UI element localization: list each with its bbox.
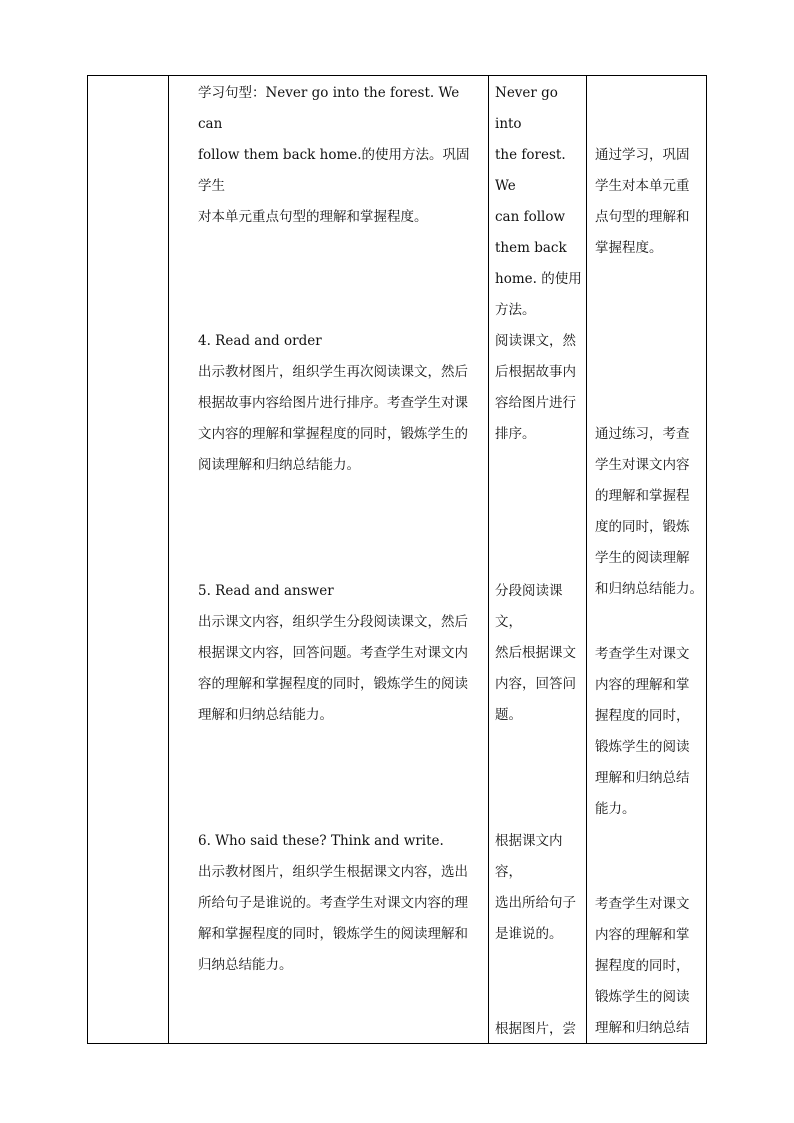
column-divider-2 <box>488 76 489 1043</box>
student-activity-try: 根据图片，尝 <box>495 1021 576 1037</box>
intent-write: 考查学生对课文 内容的理解和掌 握程度的同时， 锻炼学生的阅读 理解和归纳总结 <box>595 896 690 1036</box>
activity-4-body: 出示教材图片，组织学生再次阅读课文，然后 根据故事内容给图片进行排序。考查学生对课 文内容的理解和掌握程度的同时，锻炼学生的 阅读理解和归纳总结能力。 <box>198 364 468 473</box>
student-activity-answer: 分段阅读课文， 然后根据课文 内容，回答问 题。 <box>495 583 576 723</box>
student-activity-sentence: Never go into the forest. We can follow them back home. 的使用 方法。 <box>495 85 582 318</box>
column-divider-1 <box>168 76 169 1043</box>
student-activity-order: 阅读课文，然 后根据故事内 容给图片进行 排序。 <box>495 333 576 442</box>
intent-sentence: 通过学习，巩固 学生对本单元重 点句型的理解和 掌握程度。 <box>595 147 690 256</box>
intent-answer: 考查学生对课文 内容的理解和掌 握程度的同时， 锻炼学生的阅读 理解和归纳总结 能力。 <box>595 646 690 817</box>
activity-4-title: 4. Read and order <box>198 333 322 349</box>
activity-5-title: 5. Read and answer <box>198 583 334 599</box>
intent-order: 通过练习，考查 学生对课文内容 的理解和掌握程 度的同时，锻炼 学生的阅读理解 和归纳总结能力。 <box>595 426 703 597</box>
activity-5-body: 出示课文内容，组织学生分段阅读课文，然后 根据课文内容，回答问题。考查学生对课文内 容的理解和掌握程度的同时，锻炼学生的阅读 理解和归纳总结能力。 <box>198 614 468 723</box>
student-activity-write: 根据课文内容， 选出所给句子 是谁说的。 <box>495 833 576 942</box>
activity-6-body: 出示教材图片，组织学生根据课文内容，选出 所给句子是谁说的。考查学生对课文内容的理 解和掌握程度的同时，锻炼学生的阅读理解和 归纳总结能力。 <box>198 864 468 973</box>
column-divider-3 <box>586 76 587 1043</box>
activity-6-title: 6. Who said these? Think and write. <box>198 833 444 849</box>
activity-sentence-pattern: 学习句型：Never go into the forest. We can follow them back home.的使用方法。巩固学生 对本单元重点句型的理解和掌握程度。 <box>198 85 470 225</box>
lesson-plan-table <box>87 75 707 1044</box>
